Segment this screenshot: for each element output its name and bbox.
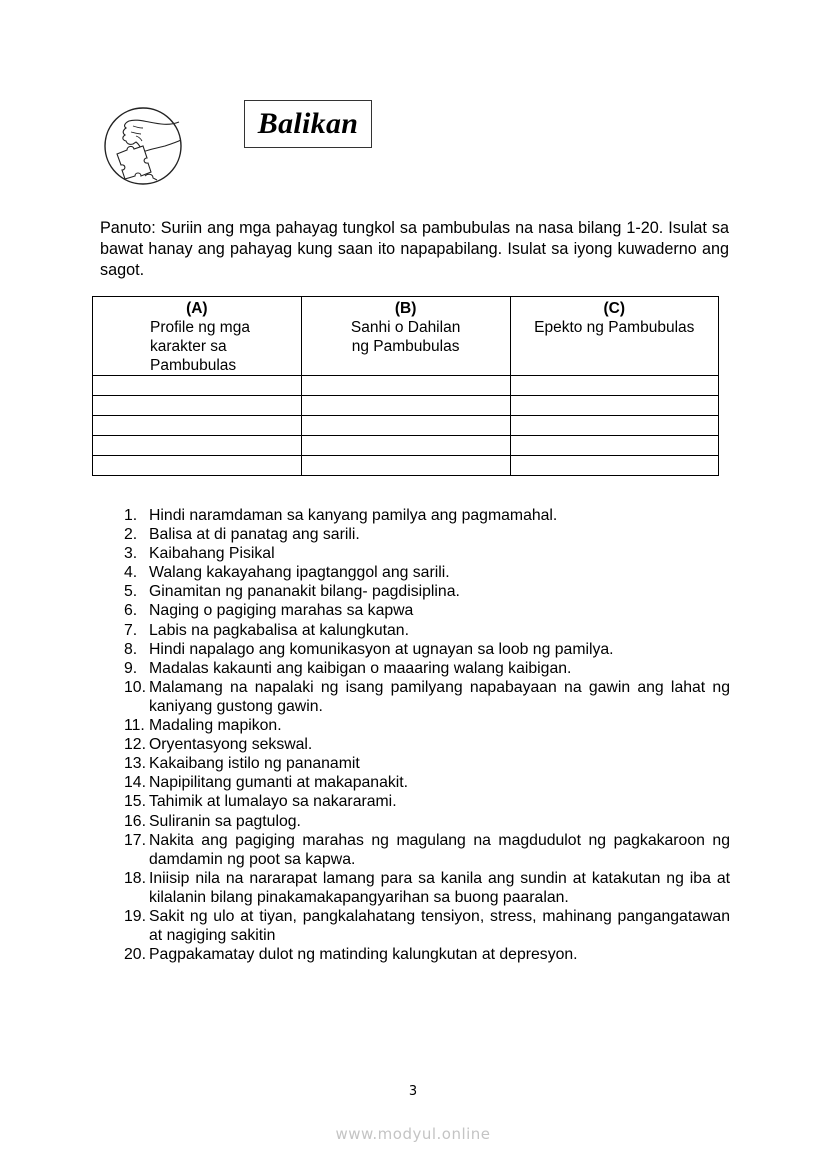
item-text: Hindi napalago ang komunikasyon at ugnayan sa loob ng pamilya. bbox=[149, 640, 614, 658]
column-label: (A) bbox=[186, 300, 208, 317]
item-number: 18. bbox=[124, 869, 146, 887]
item-number: 2. bbox=[124, 526, 138, 544]
item-text: Napipilitang gumanti at makapanakit. bbox=[149, 774, 409, 792]
item-text: Naging o pagiging marahas sa kapwa bbox=[149, 602, 414, 620]
answer-cell[interactable] bbox=[510, 376, 718, 396]
list-item bbox=[124, 640, 730, 659]
answer-cell[interactable] bbox=[301, 416, 510, 436]
item-number: 4. bbox=[124, 564, 138, 582]
page-number: 3 bbox=[408, 1084, 418, 1099]
item-text: Madalas kakaunti ang kaibigan o maaaring walang kaibigan. bbox=[149, 659, 572, 677]
item-text: Kakaibang istilo ng pananamit bbox=[149, 755, 360, 773]
list-item bbox=[124, 601, 730, 620]
column-title: Sanhi o Dahilan ng Pambubulas bbox=[350, 319, 461, 355]
item-text: Pagpakamatay dulot ng matinding kalungkutan at depresyon. bbox=[149, 946, 578, 964]
table-row bbox=[93, 396, 719, 416]
answer-cell[interactable] bbox=[301, 376, 510, 396]
item-text: Malamang na napalaki ng isang pamilyang napabayaan na gawin ang lahat ng kaniyang gustong gawin. bbox=[149, 678, 730, 715]
item-text: Kaibahang Pisikal bbox=[149, 545, 275, 563]
item-text: Labis na pagkabalisa at kalungkutan. bbox=[149, 621, 409, 639]
list-item bbox=[124, 525, 730, 544]
answer-cell[interactable] bbox=[93, 416, 302, 436]
item-text: Nakita ang pagiging marahas ng magulang na magdudulot ng pagkakaroon ng damdamin ng poot sa kapwa. bbox=[149, 831, 730, 868]
item-text: Madaling mapikon. bbox=[149, 717, 282, 735]
item-text: Iniisip nila na nararapat lamang para sa kanila ang sundin at katakutan ng iba at kilalanin bilang pinakamakapangyarihan sa buong paaralan. bbox=[149, 869, 730, 906]
answer-cell[interactable] bbox=[301, 456, 510, 476]
statement-list bbox=[124, 506, 730, 964]
item-number: 10. bbox=[124, 678, 146, 696]
list-item bbox=[124, 621, 730, 640]
item-text: Sakit ng ulo at tiyan, pangkalahatang tensiyon, stress, mahinang pangangatawan at nagiging sakitin bbox=[149, 907, 730, 945]
table-row bbox=[93, 416, 719, 436]
item-number: 7. bbox=[124, 621, 138, 639]
table-row bbox=[93, 436, 719, 456]
answer-cell[interactable] bbox=[301, 436, 510, 456]
list-item bbox=[124, 582, 730, 601]
list-item bbox=[124, 773, 730, 792]
column-header-b bbox=[301, 297, 510, 376]
answer-cell[interactable] bbox=[93, 376, 302, 396]
answer-cell[interactable] bbox=[510, 416, 718, 436]
item-number: 19. bbox=[124, 907, 146, 925]
item-text: Balisa at di panatag ang sarili. bbox=[149, 526, 360, 544]
list-item bbox=[124, 831, 730, 869]
item-number: 3. bbox=[124, 545, 138, 563]
section-title-box bbox=[244, 100, 372, 148]
item-number: 8. bbox=[124, 640, 138, 658]
column-label: (C) bbox=[603, 300, 626, 317]
list-item bbox=[124, 735, 730, 754]
item-number: 9. bbox=[124, 659, 138, 677]
hand-holding-puzzle-piece-icon bbox=[103, 106, 183, 186]
item-text: Hindi naramdaman sa kanyang pamilya ang pagmamahal. bbox=[149, 507, 558, 524]
item-number: 20. bbox=[124, 946, 146, 964]
item-number: 16. bbox=[124, 812, 146, 830]
list-item bbox=[124, 506, 730, 525]
item-number: 12. bbox=[124, 736, 146, 754]
instructions-text: Panuto: Suriin ang mga pahayag tungkol sa pambubulas na nasa bilang 1-20. Isulat sa bawat hanay ang pahayag kung saan ito napapabilang. Isulat sa iyong kuwaderno ang sagot. bbox=[100, 219, 729, 279]
column-label: (B) bbox=[394, 300, 417, 317]
item-number: 15. bbox=[124, 793, 146, 811]
column-title: Profile ng mga karakter sa Pambubulas bbox=[150, 319, 250, 374]
list-item bbox=[124, 544, 730, 563]
list-item bbox=[124, 869, 730, 907]
list-item bbox=[124, 563, 730, 582]
table-header-row bbox=[93, 297, 719, 376]
section-title: Balikan bbox=[257, 107, 359, 140]
item-text: Walang kakayahang ipagtanggol ang sarili. bbox=[149, 564, 450, 582]
item-number: 13. bbox=[124, 755, 146, 773]
list-item bbox=[124, 716, 730, 735]
item-text: Suliranin sa pagtulog. bbox=[149, 812, 301, 830]
answer-cell[interactable] bbox=[510, 396, 718, 416]
item-number: 11. bbox=[124, 717, 145, 735]
watermark: www.modyul.online bbox=[335, 1125, 491, 1143]
item-text: Oryentasyong sekswal. bbox=[149, 736, 313, 754]
item-number: 6. bbox=[124, 602, 138, 620]
column-title: Epekto ng Pambubulas bbox=[534, 319, 695, 336]
list-item bbox=[124, 678, 730, 716]
column-header-a bbox=[93, 297, 302, 376]
item-text: Tahimik at lumalayo sa nakararami. bbox=[149, 793, 397, 811]
item-text: Ginamitan ng pananakit bilang- pagdisiplina. bbox=[149, 583, 460, 601]
item-number: 17. bbox=[124, 831, 146, 849]
item-number: 14. bbox=[124, 774, 146, 792]
list-item bbox=[124, 945, 730, 964]
answer-cell[interactable] bbox=[510, 456, 718, 476]
item-number: 5. bbox=[124, 583, 138, 601]
list-item bbox=[124, 812, 730, 831]
answer-cell[interactable] bbox=[93, 456, 302, 476]
answer-cell[interactable] bbox=[93, 436, 302, 456]
list-item bbox=[124, 659, 730, 678]
item-number: 1. bbox=[124, 507, 138, 524]
table-row bbox=[93, 456, 719, 476]
list-item bbox=[124, 754, 730, 773]
column-header-c bbox=[510, 297, 718, 376]
list-item bbox=[124, 907, 730, 945]
list-item bbox=[124, 792, 730, 811]
answer-table bbox=[92, 296, 719, 476]
table-row bbox=[93, 376, 719, 396]
answer-cell[interactable] bbox=[510, 436, 718, 456]
answer-cell[interactable] bbox=[93, 396, 302, 416]
answer-cell[interactable] bbox=[301, 396, 510, 416]
